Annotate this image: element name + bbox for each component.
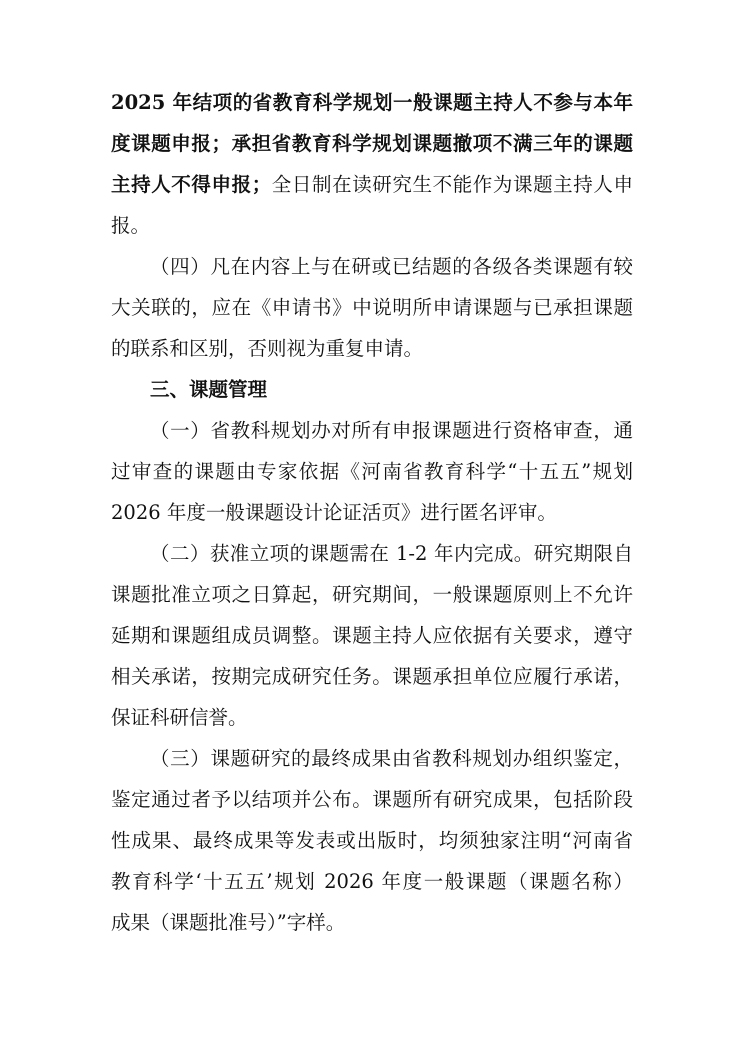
text-line <box>111 662 633 692</box>
text-line <box>111 703 248 733</box>
text-segment: 保证科研信誉。 <box>111 706 248 729</box>
text-segment: 相关承诺，按期完成研究任务。课题承担单位应履行承诺， <box>111 665 633 688</box>
text-line <box>111 867 633 897</box>
text-segment: （一）省教科规划办对所有申报课题进行资格审查，通 <box>150 419 633 442</box>
text-line <box>111 457 633 487</box>
text-segment: 度课题申报；承担省教育科学规划课题撤项不满三年的课题 <box>111 132 633 155</box>
text-line <box>111 334 423 364</box>
paragraph-first-line <box>150 744 633 774</box>
text-line <box>111 293 633 323</box>
text-segment: 延期和课题组成员调整。课题主持人应依据有关要求，遵守 <box>111 624 633 647</box>
text-line <box>111 211 150 241</box>
text-segment: （四）凡在内容上与在研或已结题的各级各类课题有较 <box>150 255 633 278</box>
text-segment: 性成果、最终成果等发表或出版时，均须独家注明“河南省 <box>111 829 633 852</box>
text-segment: 成果（课题批准号）”字样。 <box>111 911 346 934</box>
text-segment: 主持人不得申报； <box>111 173 272 196</box>
text-line <box>111 498 557 528</box>
text-segment: 教育科学‘十五五’规划 2026 年度一般课题（课题名称） <box>111 870 633 893</box>
text-line <box>111 785 633 815</box>
text-segment: 2026 年度一般课题设计论证活页》进行匿名评审。 <box>111 501 557 524</box>
text-line <box>111 88 633 118</box>
text-line <box>111 826 633 856</box>
paragraph-first-line <box>150 252 633 282</box>
text-segment: （二）获准立项的课题需在 1-2 年内完成。研究期限自 <box>150 542 633 565</box>
text-segment: 报。 <box>111 214 151 237</box>
text-segment: 大关联的，应在《申请书》中说明所申请课题与已承担课题 <box>111 296 633 319</box>
text-segment: 2025 年结项的省教育科学规划一般课题主持人不参与本年 <box>111 91 633 114</box>
paragraph-first-line <box>150 416 633 446</box>
paragraph-first-line <box>150 539 633 569</box>
text-segment: 过审查的课题由专家依据《河南省教育科学“十五五”规划 <box>111 460 633 483</box>
text-line <box>111 580 633 610</box>
text-segment: 鉴定通过者予以结项并公布。课题所有研究成果，包括阶段 <box>111 788 633 811</box>
text-line <box>111 170 633 200</box>
text-segment: 课题批准立项之日算起，研究期间，一般课题原则上不允许 <box>111 583 633 606</box>
text-segment: （三）课题研究的最终成果由省教科规划办组织鉴定， <box>150 747 633 770</box>
text-line <box>111 908 345 938</box>
text-line <box>111 621 633 651</box>
text-segment: 全日制在读研究生不能作为课题主持人申 <box>271 173 633 196</box>
section-heading <box>150 375 267 405</box>
text-line <box>111 129 633 159</box>
text-segment: 三、课题管理 <box>150 378 268 401</box>
text-segment: 的联系和区别，否则视为重复申请。 <box>111 337 424 360</box>
